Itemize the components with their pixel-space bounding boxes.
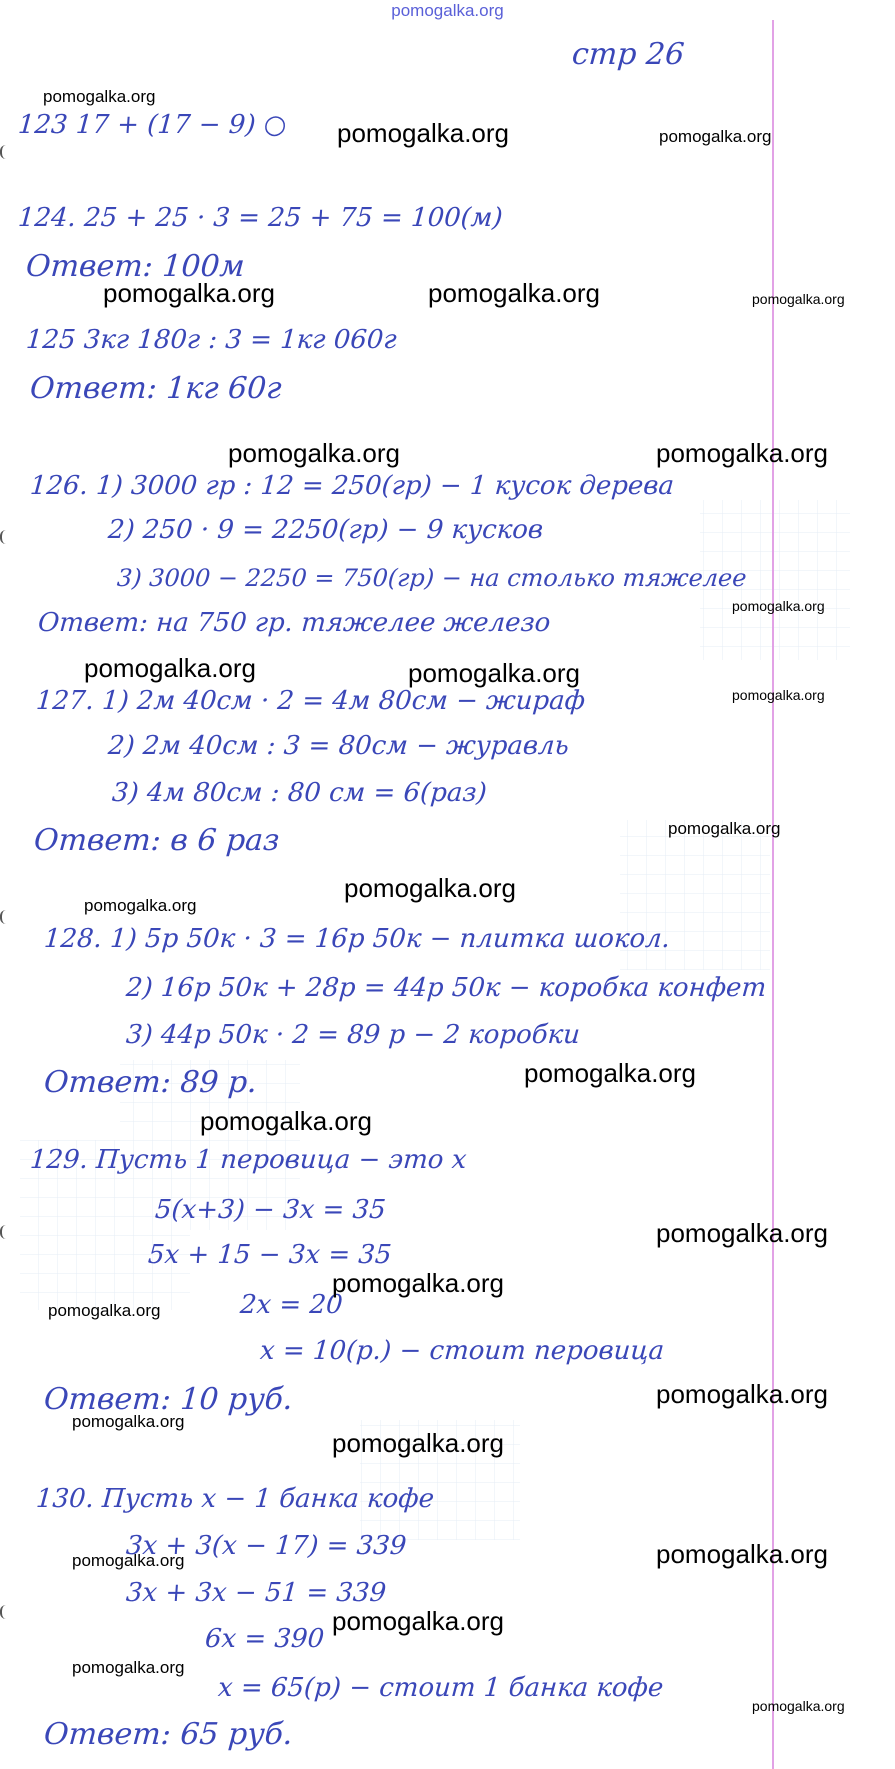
watermark: pomogalka.org bbox=[659, 127, 772, 146]
watermark: pomogalka.org bbox=[732, 598, 825, 614]
watermark: pomogalka.org bbox=[408, 658, 580, 688]
watermark: pomogalka.org bbox=[84, 896, 197, 915]
watermark: pomogalka.org bbox=[103, 278, 275, 308]
edge-mark bbox=[0, 910, 8, 924]
watermark: pomogalka.org bbox=[332, 1606, 504, 1636]
task-124-answer: Ответ: 100м bbox=[24, 249, 246, 284]
task-129-answer: Ответ: 10 руб. bbox=[42, 1382, 294, 1417]
watermark: pomogalka.org bbox=[656, 1218, 828, 1248]
task-130-line-2: 3х + 3(х − 17) = 339 bbox=[124, 1531, 408, 1561]
task-127-answer: Ответ: в 6 раз bbox=[32, 823, 281, 858]
watermark: pomogalka.org bbox=[72, 1658, 185, 1677]
watermark: pomogalka.org bbox=[72, 1412, 185, 1431]
task-123-line-1: 123 17 + (17 − 9) ○ bbox=[16, 110, 288, 140]
task-129-line-3: 5х + 15 − 3х = 35 bbox=[146, 1240, 393, 1270]
task-126-line-2: 2) 250 · 9 = 2250(гр) − 9 кусков bbox=[106, 515, 545, 545]
watermark: pomogalka.org bbox=[668, 819, 781, 838]
task-126-line-3: 3) 3000 − 2250 = 750(гр) − на столько тяжелее bbox=[116, 564, 748, 592]
watermark: pomogalka.org bbox=[337, 118, 509, 148]
site-header[interactable]: pomogalka.org bbox=[391, 1, 504, 20]
watermark: pomogalka.org bbox=[656, 1379, 828, 1409]
task-130-line-5: х = 65(р) − стоит 1 банка кофе bbox=[216, 1673, 665, 1703]
task-129-line-4: 2х = 20 bbox=[238, 1290, 344, 1320]
task-125-line-1: 125 3кг 180г : 3 = 1кг 060г bbox=[24, 325, 398, 355]
watermark: pomogalka.org bbox=[43, 87, 156, 106]
edge-mark bbox=[0, 1225, 8, 1239]
page-number: стр 26 bbox=[570, 37, 686, 72]
task-127-line-2: 2) 2м 40см : 3 = 80см − журавль bbox=[106, 731, 570, 761]
watermark: pomogalka.org bbox=[200, 1106, 372, 1136]
task-128-line-1: 128. 1) 5р 50к · 3 = 16р 50к − плитка шокол. bbox=[42, 924, 672, 954]
task-129-line-1: 129. Пусть 1 перовица − это х bbox=[28, 1145, 468, 1175]
task-127-line-3: 3) 4м 80см : 80 см = 6(раз) bbox=[110, 778, 488, 808]
watermark: pomogalka.org bbox=[752, 291, 845, 307]
watermark: pomogalka.org bbox=[732, 687, 825, 703]
edge-mark bbox=[0, 1605, 8, 1619]
task-130-line-1: 130. Пусть х − 1 банка кофе bbox=[34, 1484, 436, 1514]
task-128-line-3: 3) 44р 50к · 2 = 89 р − 2 коробки bbox=[124, 1020, 581, 1050]
task-130-line-3: 3х + 3х − 51 = 339 bbox=[124, 1578, 388, 1608]
watermark: pomogalka.org bbox=[428, 278, 600, 308]
task-129-line-2: 5(х+3) − 3х = 35 bbox=[153, 1195, 387, 1225]
watermark: pomogalka.org bbox=[332, 1428, 504, 1458]
task-130-answer: Ответ: 65 руб. bbox=[42, 1717, 294, 1752]
task-128-line-2: 2) 16р 50к + 28р = 44р 50к − коробка конфет bbox=[124, 973, 768, 1003]
task-126-answer: Ответ: на 750 гр. тяжелее железо bbox=[36, 608, 552, 638]
task-128-answer: Ответ: 89 р. bbox=[42, 1065, 259, 1100]
task-127-line-1: 127. 1) 2м 40см · 2 = 4м 80см − жираф bbox=[34, 686, 587, 716]
watermark: pomogalka.org bbox=[344, 873, 516, 903]
watermark: pomogalka.org bbox=[332, 1268, 504, 1298]
task-130-line-4: 6х = 390 bbox=[203, 1624, 326, 1654]
watermark: pomogalka.org bbox=[228, 438, 400, 468]
edge-mark bbox=[0, 530, 8, 544]
task-125-answer: Ответ: 1кг 60г bbox=[28, 371, 283, 406]
notebook-margin-line bbox=[772, 20, 774, 1769]
task-124-line-1: 124. 25 + 25 · 3 = 25 + 75 = 100(м) bbox=[16, 203, 504, 233]
watermark: pomogalka.org bbox=[48, 1301, 161, 1320]
task-129-line-5: х = 10(р.) − стоит перовица bbox=[258, 1336, 666, 1366]
watermark: pomogalka.org bbox=[656, 438, 828, 468]
watermark: pomogalka.org bbox=[72, 1551, 185, 1570]
watermark: pomogalka.org bbox=[84, 653, 256, 683]
watermark: pomogalka.org bbox=[752, 1698, 845, 1714]
watermark: pomogalka.org bbox=[656, 1539, 828, 1569]
edge-mark bbox=[0, 145, 8, 159]
task-126-line-1: 126. 1) 3000 гр : 12 = 250(гр) − 1 кусок дерева bbox=[28, 471, 676, 501]
watermark: pomogalka.org bbox=[524, 1058, 696, 1088]
